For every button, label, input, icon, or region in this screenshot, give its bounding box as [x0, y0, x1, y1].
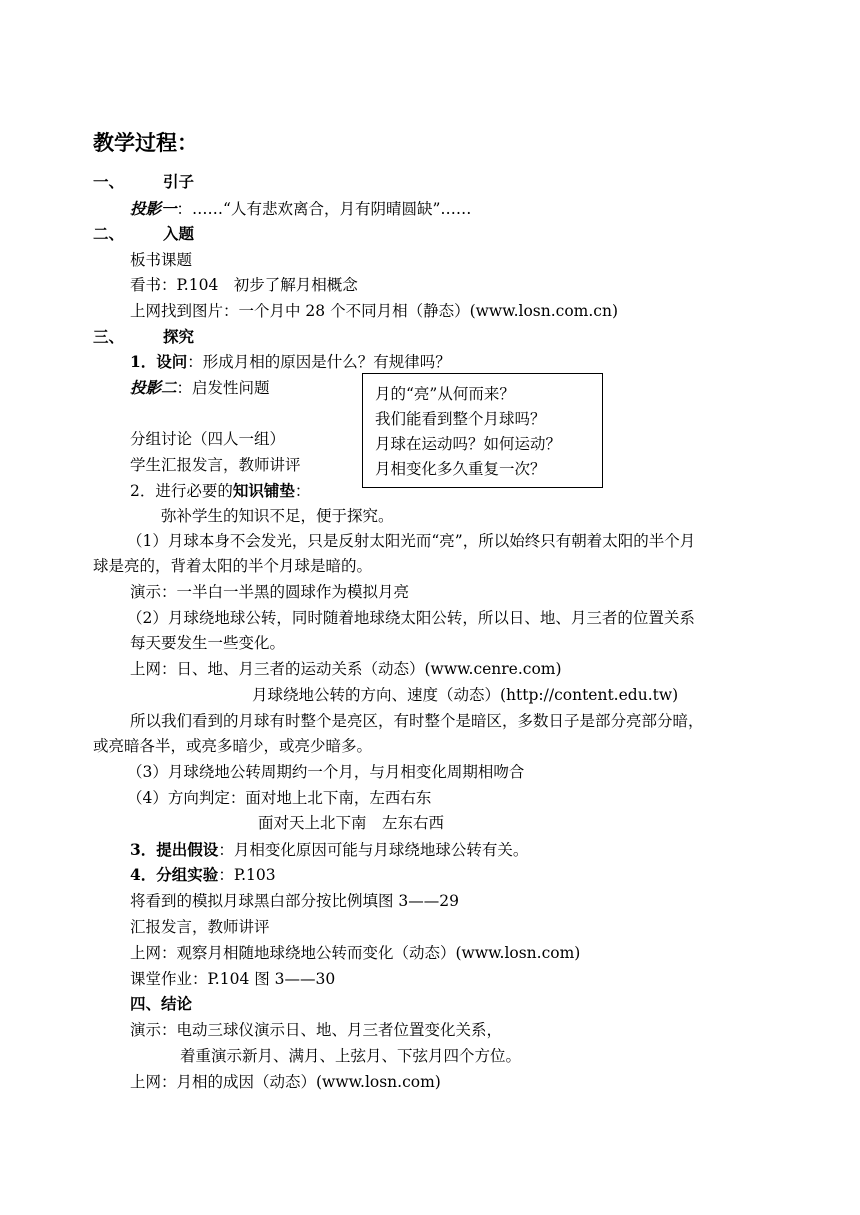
box-question-2: 我们能看到整个月球吗？ — [375, 410, 546, 428]
hypothesis-text: ：月相变化原因可能与月球绕地球公转有关。 — [218, 841, 529, 859]
point-1-line-2: 球是亮的，背着太阳的半个月球是暗的。 — [93, 557, 373, 575]
experiment-label: 分组实验 — [156, 865, 219, 884]
topic-line-2: 看书：P.104 初步了解月相概念 — [130, 276, 358, 294]
projection-2-line — [130, 378, 270, 398]
question-1-line — [130, 352, 451, 372]
experiment-step-2: 汇报发言，教师讲评 — [130, 918, 270, 936]
knowledge-suffix: ： — [294, 482, 311, 500]
topic-line-1: 板书课题 — [130, 251, 193, 269]
point-3: （3）月球绕地公转周期约一个月，与月相变化周期相吻合 — [127, 763, 525, 781]
box-question-4: 月相变化多久重复一次？ — [375, 460, 546, 478]
section-title-intro: 引子 — [163, 172, 195, 191]
projection-2-text: ：启发性问题 — [176, 379, 270, 397]
page-title: 教学过程： — [93, 130, 198, 155]
point-2-line-2: 每天要发生一些变化。 — [130, 634, 286, 652]
student-report: 学生汇报发言，教师讲评 — [130, 456, 301, 474]
knowledge-heading — [130, 481, 310, 501]
box-question-1: 月的“亮”从何而来？ — [375, 385, 515, 403]
section-number-1: 一、 — [93, 172, 125, 191]
section-title-conclusion: 四、结论 — [130, 994, 193, 1013]
internet-1: 上网：日、地、月三者的运动关系（动态）(www.cenre.com) — [130, 660, 562, 678]
group-discussion: 分组讨论（四人一组） — [130, 430, 286, 448]
section-number-3: 三、 — [93, 327, 125, 346]
conclusion-demo-2: 着重演示新月、满月、上弦月、下弦月四个方位。 — [180, 1047, 522, 1065]
projection-1-label: 投影一 — [130, 199, 177, 218]
internet-2: 月球绕地公转的方向、速度（动态）(http://content.edu.tw) — [252, 686, 679, 704]
summary-line-2: 或亮暗各半，或亮多暗少，或亮少暗多。 — [93, 737, 373, 755]
hypothesis-line — [130, 840, 528, 860]
question-box — [362, 373, 603, 488]
knowledge-note: 弥补学生的知识不足，便于探究。 — [161, 507, 394, 525]
conclusion-demo-1: 演示：电动三球仪演示日、地、月三者位置变化关系， — [130, 1021, 503, 1039]
point-1-line-1: （1）月球本身不会发光，只是反射太阳光而“亮”，所以始终只有朝着太阳的半个月 — [127, 532, 696, 550]
knowledge-prefix: 2．进行必要的 — [130, 482, 233, 500]
classwork: 课堂作业：P.104 图 3——30 — [130, 970, 336, 988]
intro-projection-line — [130, 199, 471, 219]
point-4-line-2: 面对天上北下南 左东右西 — [258, 814, 445, 832]
summary-line-1: 所以我们看到的月球有时整个是亮区，有时整个是暗区，多数日子是部分亮部分暗， — [130, 712, 704, 730]
hypothesis-label: 提出假设 — [156, 840, 219, 859]
section-title-explore: 探究 — [163, 327, 195, 346]
projection-2-label: 投影二 — [130, 378, 177, 397]
experiment-number: 4． — [130, 865, 157, 884]
hypothesis-number: 3． — [130, 840, 157, 859]
projection-1-text: ：……“人有悲欢离合，月有阴晴圆缺”…… — [176, 200, 472, 218]
question-1-text: ：形成月相的原因是什么？有规律吗？ — [187, 353, 451, 371]
demo-1: 演示：一半白一半黑的圆球作为模拟月亮 — [130, 583, 410, 601]
experiment-step-1: 将看到的模拟月球黑白部分按比例填图 3——29 — [130, 892, 460, 910]
topic-line-3: 上网找到图片：一个月中 28 个不同月相（静态）(www.losn.com.cn) — [130, 302, 619, 320]
experiment-line — [130, 865, 276, 885]
box-question-3: 月球在运动吗？如何运动？ — [375, 435, 562, 453]
knowledge-bold: 知识铺垫 — [232, 481, 295, 500]
question-1-label: 1．设问 — [130, 352, 188, 371]
experiment-step-3: 上网：观察月相随地球绕地公转而变化（动态）(www.losn.com) — [130, 944, 581, 962]
section-number-2: 二、 — [93, 224, 125, 243]
experiment-text: ：P.103 — [218, 866, 276, 884]
conclusion-internet: 上网：月相的成因（动态）(www.losn.com) — [130, 1073, 441, 1091]
section-title-topic: 入题 — [163, 224, 195, 243]
point-2-line-1: （2）月球绕地球公转，同时随着地球绕太阳公转，所以日、地、月三者的位置关系 — [127, 609, 695, 627]
point-4-line-1: （4）方向判定：面对地上北下南，左西右东 — [127, 789, 432, 807]
